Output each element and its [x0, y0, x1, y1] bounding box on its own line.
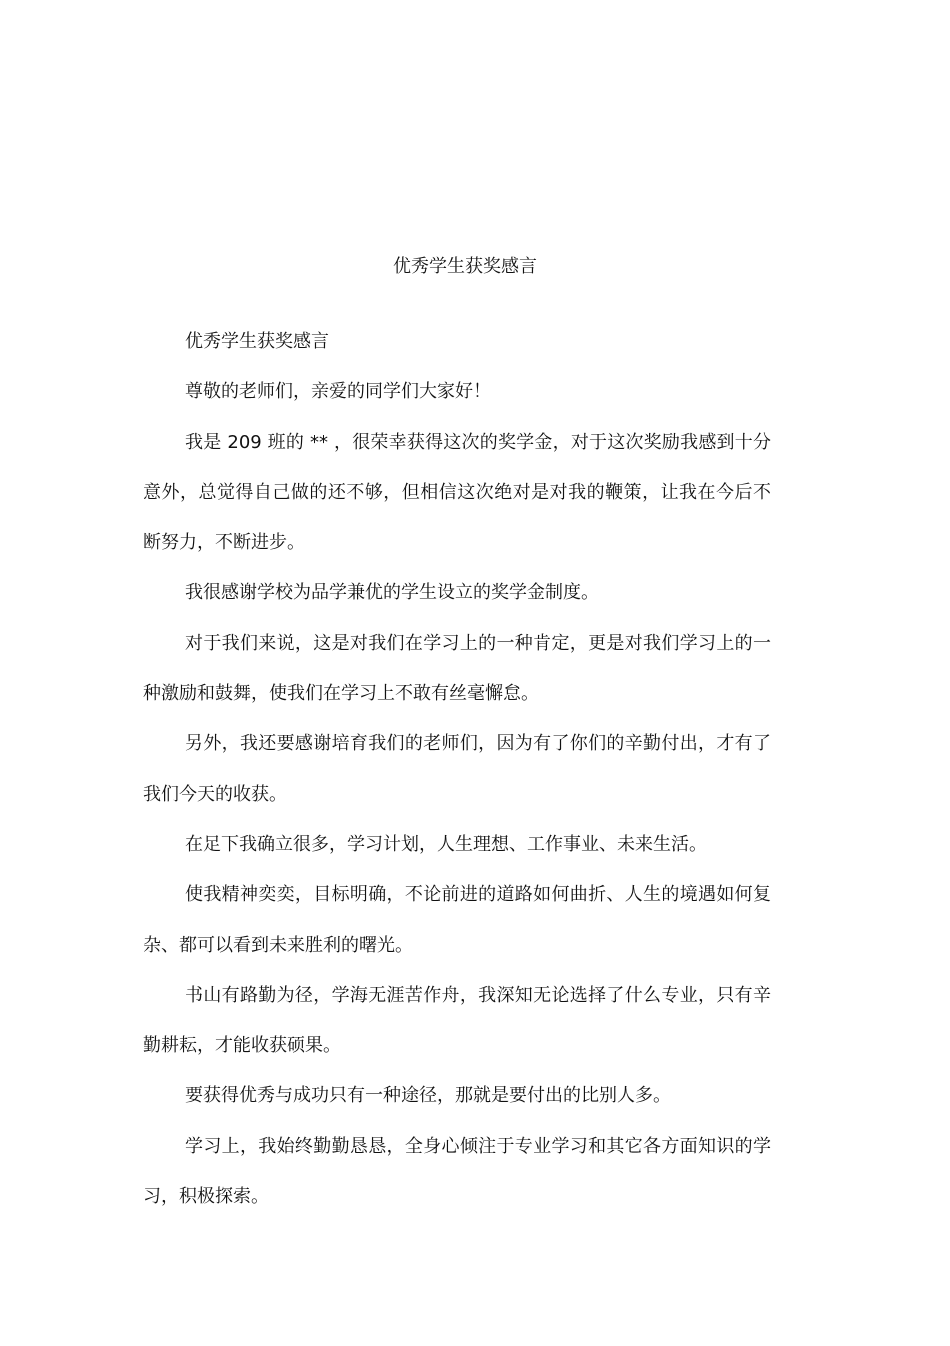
paragraph-8: 使我精神奕奕，目标明确，不论前进的道路如何曲折、人生的境遇如何复杂、都可以看到未来胜利的曙光。: [143, 884, 771, 956]
paragraph-11: 学习上，我始终勤勤恳恳，全身心倾注于专业学习和其它各方面知识的学习，积极探索。: [143, 1135, 771, 1208]
paragraph-9: 书山有路勤为径，学海无涯苦作舟，我深知无论选择了什么专业，只有辛勤耕耘，才能收获硕果。: [143, 984, 771, 1057]
paragraph-6: 另外，我还要感谢培育我们的老师们，因为有了你们的辛勤付出，才有了我们今天的收获。: [143, 733, 771, 805]
paragraph-1: 优秀学生获奖感言: [185, 331, 329, 352]
document-body: [143, 317, 771, 1222]
paragraph-3: 我是 209 班的 ** ，很荣幸获得这次的奖学金，对于这次奖励我感到十分意外，总觉得自己做的还不够，但相信这次绝对是对我的鞭策，让我在今后不断努力，不断进步。: [143, 431, 771, 554]
paragraph-10: 要获得优秀与成功只有一种途径，那就是要付出的比别人多。: [185, 1085, 671, 1107]
paragraph-4: 我很感谢学校为品学兼优的学生设立的奖学金制度。: [185, 582, 599, 604]
paragraph-2: 尊敬的老师们，亲爱的同学们大家好！: [185, 381, 491, 403]
paragraph-7: 在足下我确立很多，学习计划，人生理想、工作事业、未来生活。: [185, 833, 707, 855]
paragraph-5: 对于我们来说，这是对我们在学习上的一种肯定，更是对我们学习上的一种激励和鼓舞，使我们在学习上不敢有丝毫懈怠。: [143, 632, 771, 705]
page-title: 优秀学生获奖感言: [393, 256, 537, 277]
